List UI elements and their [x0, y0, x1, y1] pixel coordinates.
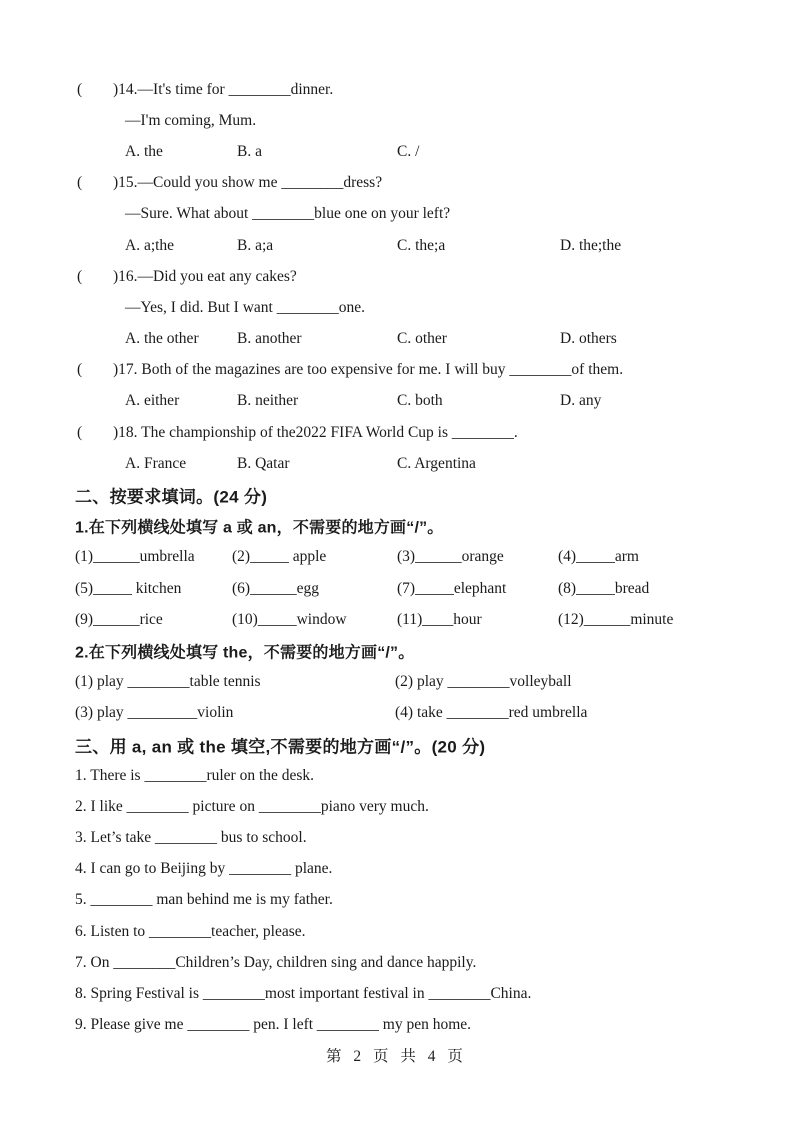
section-heading: [75, 729, 743, 760]
option: D. the;the: [560, 236, 622, 254]
question-continuation-line: [75, 292, 743, 323]
fill-blank-item: (9)______rice: [75, 610, 163, 628]
question-continuation-line: [75, 105, 743, 136]
options-row: [75, 230, 743, 261]
fill-blank-sentence-text: 9. Please give me ________ pen. I left ________ my pen home.: [75, 1016, 472, 1034]
option: C. the;a: [397, 236, 446, 254]
question-continuation-text: —Yes, I did. But I want ________one.: [125, 298, 365, 316]
fill-blank-sentence-text: 7. On ________Children’s Day, children sing and dance happily.: [75, 953, 477, 971]
question-line: [75, 168, 743, 199]
subsection-heading: [75, 511, 743, 542]
fill-blank-row: [75, 698, 743, 729]
fill-blank-item: (7)_____elephant: [397, 579, 507, 597]
page-footer: [0, 1044, 793, 1075]
fill-blank-sentence: [75, 885, 743, 916]
fill-blank-row: [75, 604, 743, 635]
fill-blank-item: (4)_____arm: [558, 548, 639, 566]
answer-bracket: (: [77, 80, 83, 98]
fill-blank-sentence: [75, 823, 743, 854]
fill-blank-item: (3)______orange: [397, 548, 504, 566]
question-text: )18. The championship of the2022 FIFA World Cup is ________.: [113, 423, 518, 441]
option: A. either: [125, 392, 180, 410]
option: A. France: [125, 454, 187, 472]
option: A. the: [125, 142, 163, 160]
subsection-heading: [75, 635, 743, 666]
fill-blank-item: (2) play ________volleyball: [395, 673, 572, 691]
fill-blank-item: (1) play ________table tennis: [75, 673, 261, 691]
fill-blank-sentence-text: 3. Let’s take ________ bus to school.: [75, 829, 307, 847]
question-continuation-text: —I'm coming, Mum.: [125, 111, 257, 129]
question-continuation-text: —Sure. What about ________blue one on your left?: [125, 205, 451, 223]
option: B. another: [237, 330, 302, 348]
fill-blank-item: (5)_____ kitchen: [75, 579, 182, 597]
option: A. a;the: [125, 236, 175, 254]
question-text: )15.—Could you show me ________dress?: [113, 174, 383, 192]
fill-blank-sentence: [75, 760, 743, 791]
fill-blank-item: (8)_____bread: [558, 579, 650, 597]
fill-blank-sentence-text: 1. There is ________ruler on the desk.: [75, 766, 315, 784]
question-line: [75, 74, 743, 105]
option: C. other: [397, 330, 447, 348]
fill-blank-sentence: [75, 1010, 743, 1041]
option: C. /: [397, 142, 420, 160]
option: B. a;a: [237, 236, 274, 254]
fill-blank-sentence-text: 2. I like ________ picture on ________piano very much.: [75, 797, 429, 815]
answer-bracket: (: [77, 267, 83, 285]
fill-blank-row: [75, 573, 743, 604]
question-line: [75, 261, 743, 292]
fill-blank-sentence-text: 4. I can go to Beijing by ________ plane.: [75, 860, 333, 878]
options-row: [75, 448, 743, 479]
options-row: [75, 386, 743, 417]
question-text: )16.—Did you eat any cakes?: [113, 267, 297, 285]
fill-blank-item: (1)______umbrella: [75, 548, 195, 566]
section-heading-text: 二、按要求填词。(24 分): [75, 487, 268, 507]
fill-blank-sentence-text: 8. Spring Festival is ________most important festival in ________China.: [75, 985, 532, 1003]
fill-blank-item: (6)______egg: [232, 579, 319, 597]
option: B. Qatar: [237, 454, 290, 472]
answer-bracket: (: [77, 361, 83, 379]
fill-blank-sentence: [75, 978, 743, 1009]
fill-blank-item: (4) take ________red umbrella: [395, 704, 588, 722]
option: B. a: [237, 142, 262, 160]
section-heading-text: 三、用 a, an 或 the 填空,不需要的地方画“/”。(20 分): [75, 737, 486, 757]
fill-blank-item: (2)_____ apple: [232, 548, 327, 566]
fill-blank-sentence: [75, 916, 743, 947]
answer-bracket: (: [77, 174, 83, 192]
option: C. Argentina: [397, 454, 476, 472]
question-continuation-line: [75, 199, 743, 230]
subsection-heading-text: 2.在下列横线处填写 the，不需要的地方画“/”。: [75, 644, 415, 662]
fill-blank-sentence-text: 5. ________ man behind me is my father.: [75, 891, 333, 909]
fill-blank-row: [75, 667, 743, 698]
fill-blank-item: (12)______minute: [558, 610, 674, 628]
option: D. any: [560, 392, 602, 410]
option: A. the other: [125, 330, 199, 348]
fill-blank-sentence-text: 6. Listen to ________teacher, please.: [75, 922, 306, 940]
section-heading: [75, 479, 743, 510]
page-number: 第 2 页 共 4 页: [326, 1048, 467, 1065]
subsection-heading-text: 1.在下列横线处填写 a 或 an，不需要的地方画“/”。: [75, 519, 444, 537]
option: C. both: [397, 392, 443, 410]
fill-blank-row: [75, 542, 743, 573]
fill-blank-sentence: [75, 854, 743, 885]
fill-blank-item: (11)____hour: [397, 610, 482, 628]
exam-content: [75, 74, 743, 1041]
fill-blank-sentence: [75, 791, 743, 822]
fill-blank-item: (10)_____window: [232, 610, 347, 628]
fill-blank-item: (3) play _________violin: [75, 704, 234, 722]
question-text: )14.—It's time for ________dinner.: [113, 80, 334, 98]
options-row: [75, 136, 743, 167]
question-line: [75, 417, 743, 448]
question-text: )17. Both of the magazines are too expensive for me. I will buy ________of them.: [113, 361, 624, 379]
question-line: [75, 355, 743, 386]
option: B. neither: [237, 392, 299, 410]
options-row: [75, 324, 743, 355]
answer-bracket: (: [77, 423, 83, 441]
fill-blank-sentence: [75, 947, 743, 978]
option: D. others: [560, 330, 617, 348]
